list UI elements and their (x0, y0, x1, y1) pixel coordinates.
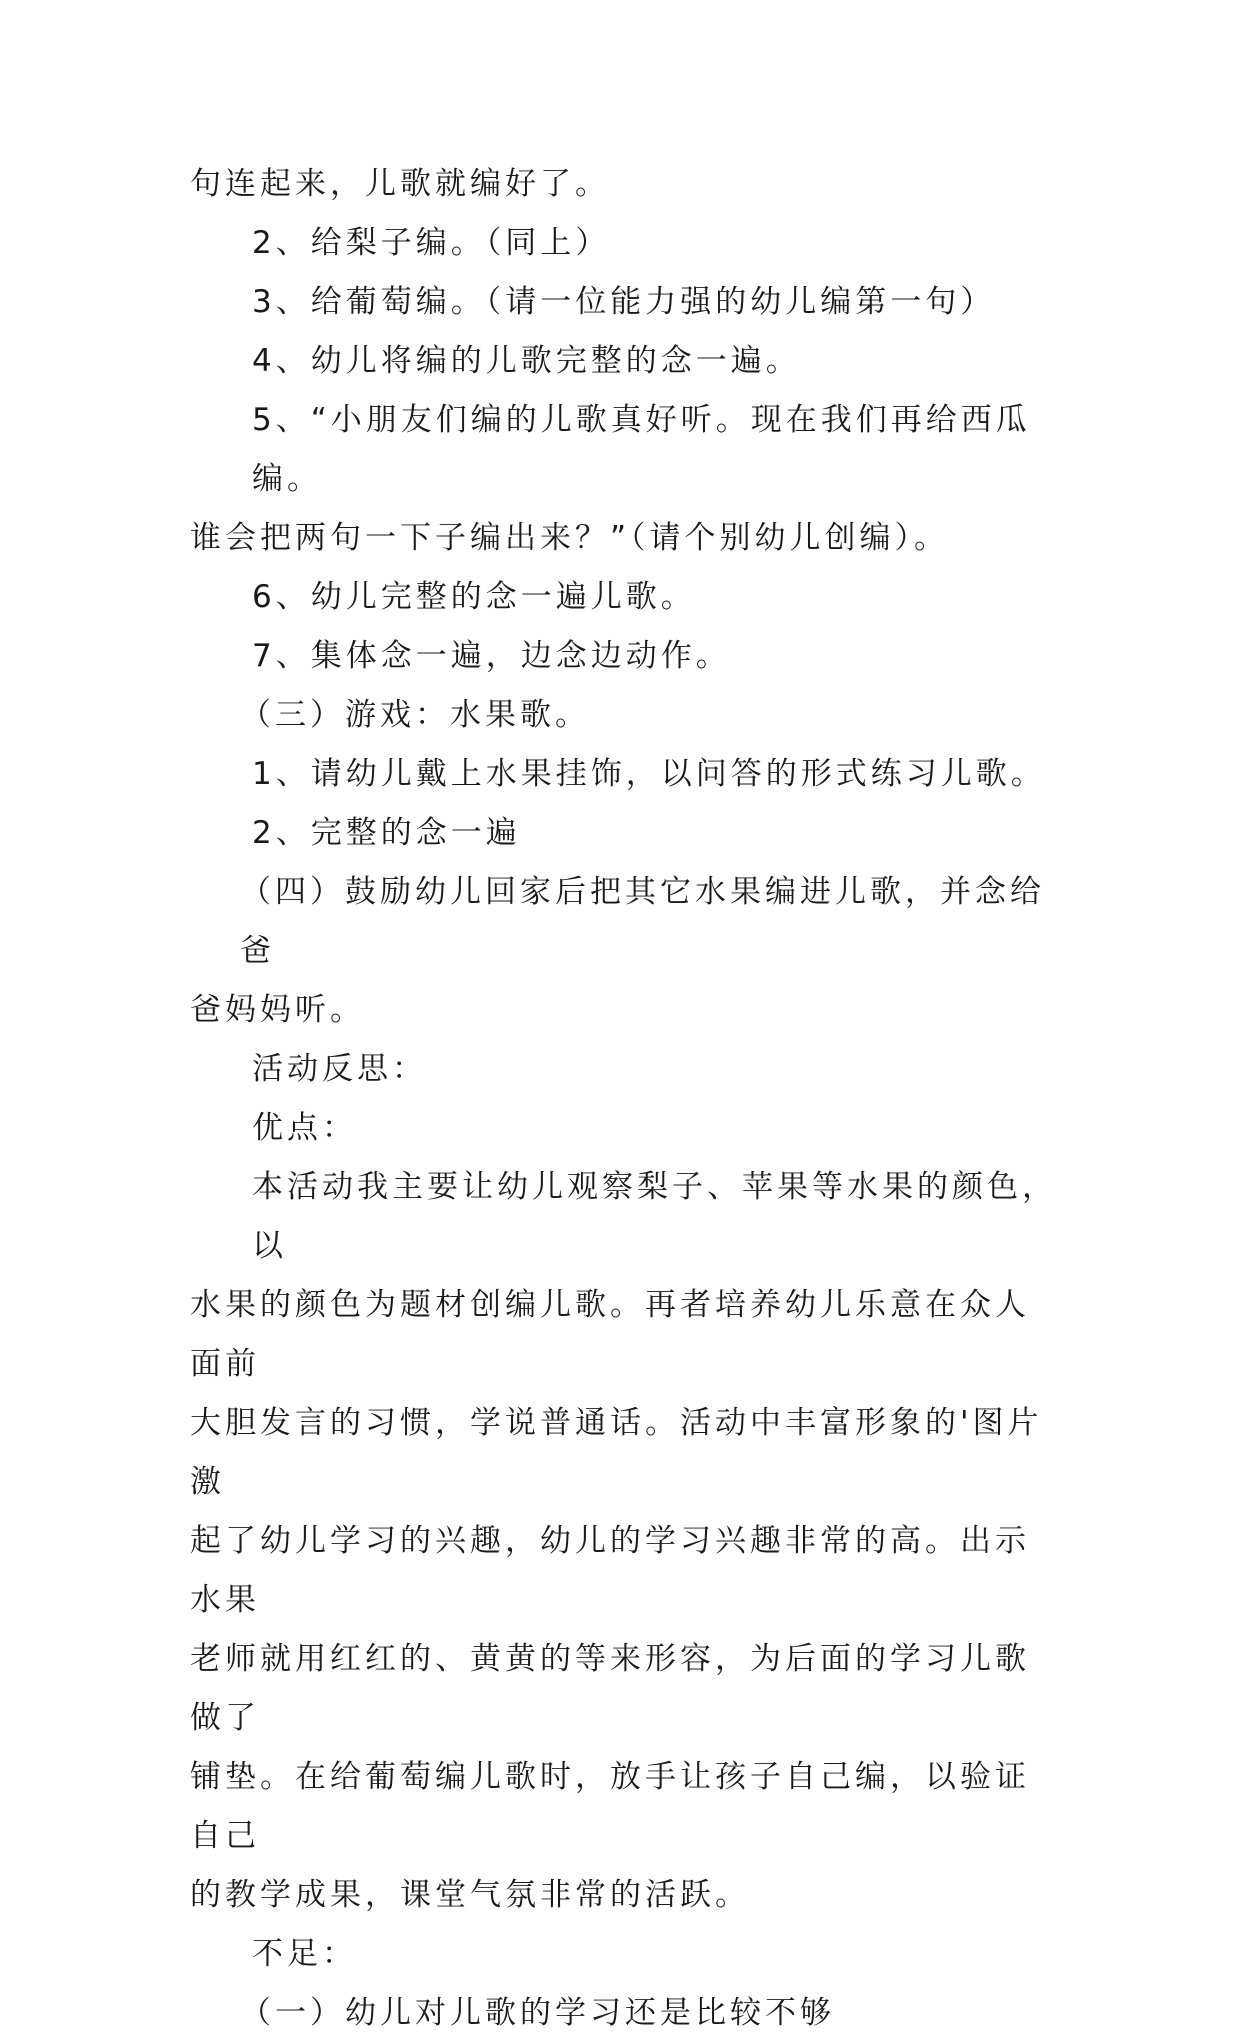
section-4-heading: （四）鼓励幼儿回家后把其它水果编进儿歌，并念给爸 (240, 874, 1045, 969)
step-5-continuation: 谁会把两句一下子编出来？”（请个别幼儿创编）。 (190, 520, 950, 556)
strengths-line-6: 铺垫。在给葡萄编儿歌时，放手让孩子自己编，以验证自己 (190, 1759, 1030, 1854)
section-3-heading: （三）游戏：水果歌。 (240, 697, 590, 733)
strengths-line-4: 起了幼儿学习的兴趣，幼儿的学习兴趣非常的高。出示水果 (190, 1523, 1030, 1618)
document-body (190, 155, 1060, 2043)
game-step-2: 2、完整的念一遍 (252, 815, 521, 851)
step-5: 5、“小朋友们编的儿歌真好听。现在我们再给西瓜编。 (252, 402, 1031, 497)
game-step-1: 1、请幼儿戴上水果挂饰，以问答的形式练习儿歌。 (252, 756, 1046, 792)
paragraph-continuation: 句连起来，儿歌就编好了。 (190, 166, 610, 202)
strengths-heading: 优点： (252, 1110, 357, 1146)
section-4-continuation: 爸妈妈听。 (190, 992, 365, 1028)
strengths-line-2: 水果的颜色为题材创编儿歌。再者培养幼儿乐意在众人面前 (190, 1287, 1030, 1382)
weakness-1: （一）幼儿对儿歌的学习还是比较不够 (240, 1995, 835, 2031)
step-7: 7、集体念一遍，边念边动作。 (252, 638, 731, 674)
weaknesses-heading: 不足： (252, 1936, 357, 1972)
strengths-line-3: 大胆发言的习惯，学说普通话。活动中丰富形象的'图片激 (190, 1405, 1043, 1500)
step-3: 3、给葡萄编。（请一位能力强的幼儿编第一句） (252, 284, 996, 320)
strengths-line-1: 本活动我主要让幼儿观察梨子、苹果等水果的颜色，以 (252, 1169, 1057, 1264)
reflection-heading: 活动反思： (252, 1051, 427, 1087)
strengths-line-7: 的教学成果，课堂气氛非常的活跃。 (190, 1877, 750, 1913)
step-6: 6、幼儿完整的念一遍儿歌。 (252, 579, 696, 615)
step-4: 4、幼儿将编的儿歌完整的念一遍。 (252, 343, 801, 379)
step-2: 2、给梨子编。（同上） (252, 225, 611, 261)
strengths-line-5: 老师就用红红的、黄黄的等来形容，为后面的学习儿歌做了 (190, 1641, 1030, 1736)
